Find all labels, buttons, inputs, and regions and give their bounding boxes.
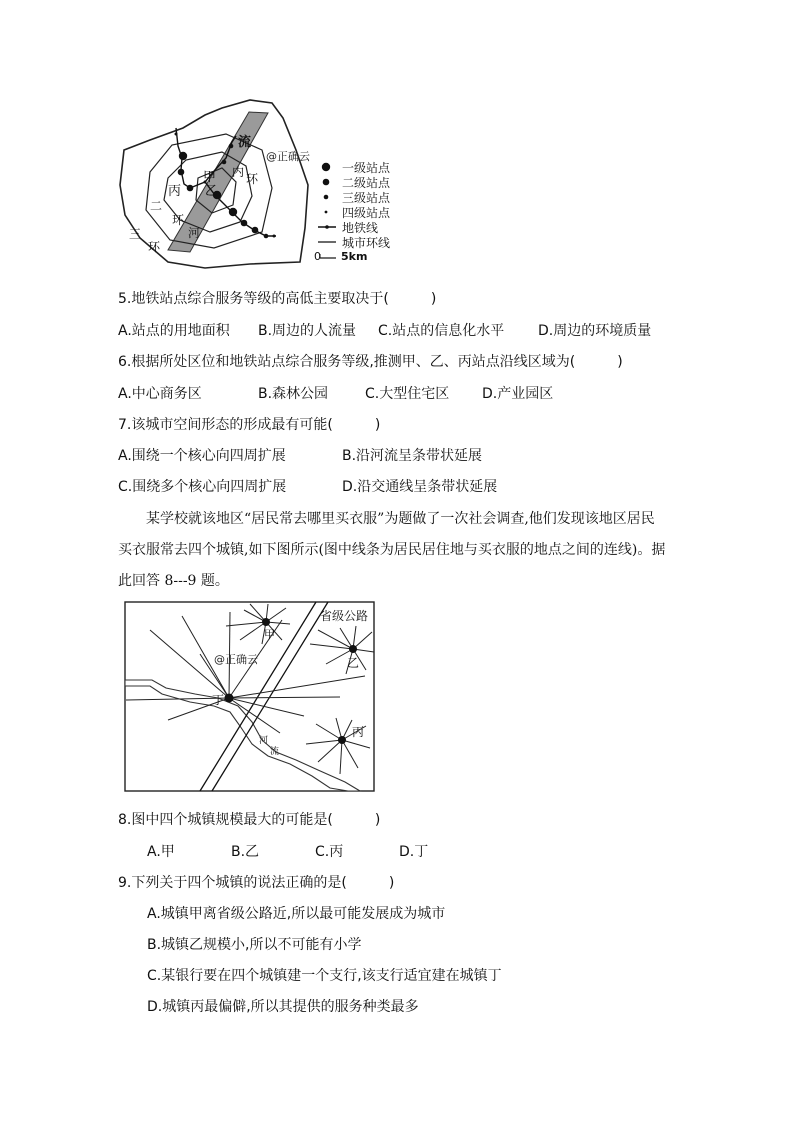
scale-zero: 0 — [314, 250, 321, 263]
town-label-bing: 丙 — [352, 725, 365, 739]
intro-line-1: 某学校就该地区“居民常去哪里买衣服”为题做了一次社会调查,他们发现该地区居民 — [146, 511, 655, 527]
question-7-stem: 7.该城市空间形态的形成最有可能( ) — [118, 417, 381, 433]
question-5-option-d[interactable]: D.周边的环境质量 — [538, 323, 652, 339]
station-level3 — [222, 160, 227, 165]
question-5-stem: 5.地铁站点综合服务等级的高低主要取决于( ) — [118, 291, 437, 307]
question-6-stem: 6.根据所处区位和地铁站点综合服务等级,推测甲、乙、丙站点沿线区域为( ) — [118, 354, 623, 370]
question-9-option-c[interactable]: C.某银行要在四个城镇建一个支行,该支行适宜建在城镇丁 — [147, 968, 502, 984]
question-8-stem: 8.图中四个城镇规模最大的可能是( ) — [118, 812, 381, 828]
town-label-yi: 乙 — [347, 656, 360, 670]
station-level3 — [264, 234, 269, 239]
town-yi — [349, 645, 357, 653]
label-bing: 丙 — [168, 184, 182, 199]
label-liu: 流 — [238, 135, 252, 150]
question-7-option-a[interactable]: A.围绕一个核心向四周扩展 — [118, 448, 286, 464]
question-9-stem: 9.下列关于四个城镇的说法正确的是( ) — [118, 875, 395, 891]
map2-watermark: @正确云 — [214, 653, 258, 666]
river-label-he: 河 — [259, 736, 269, 746]
station-level3 — [229, 144, 234, 149]
question-8-option-a[interactable]: A.甲 — [147, 844, 175, 860]
station-level2 — [187, 185, 194, 192]
legend-ring: 城市环线 — [342, 236, 391, 250]
label-nei: 内 — [232, 165, 245, 179]
legend-level4: 四级站点 — [342, 206, 391, 220]
station-level4 — [175, 133, 178, 136]
station-level1 — [229, 208, 237, 216]
question-6-option-a[interactable]: A.中心商务区 — [118, 386, 202, 402]
legend-level3: 三级站点 — [342, 191, 391, 205]
question-9-option-d[interactable]: D.城镇丙最偏僻,所以其提供的服务种类最多 — [147, 999, 419, 1015]
survey-intro — [118, 504, 688, 597]
legend-level2: 二级站点 — [342, 176, 391, 190]
label-huan-inner: 环 — [246, 172, 259, 186]
scale-label: 5km — [341, 250, 368, 263]
legend-metro: 地铁线 — [342, 221, 379, 235]
question-6-option-d[interactable]: D.产业园区 — [482, 386, 554, 402]
town-ding — [225, 694, 234, 703]
label-huan-outer: 环 — [148, 240, 161, 254]
label-san: 三 — [129, 227, 142, 241]
intro-line-2: 买衣服常去四个城镇,如下图所示(图中线条为居民居住地与买衣服的地点之间的连线)。据 — [118, 542, 666, 558]
question-9-option-a[interactable]: A.城镇甲离省级公路近,所以最可能发展成为城市 — [147, 906, 446, 922]
question-6-option-c[interactable]: C.大型住宅区 — [365, 386, 450, 402]
question-9-option-b[interactable]: B.城镇乙规模小,所以不可能有小学 — [147, 937, 362, 953]
map1-watermark: @正确云 — [266, 150, 310, 163]
label-er: 二 — [150, 199, 163, 213]
label-yi: 乙 — [205, 184, 219, 199]
question-8-option-c[interactable]: C.丙 — [315, 844, 344, 860]
label-he: 河 — [188, 226, 201, 240]
label-jia: 甲 — [203, 170, 217, 185]
legend-level1: 一级站点 — [342, 161, 391, 175]
town-label-ding: 丁 — [212, 693, 225, 707]
question-7-option-c[interactable]: C.围绕多个核心向四周扩展 — [118, 479, 287, 495]
station-level2 — [241, 220, 248, 227]
question-5-option-b[interactable]: B.周边的人流量 — [258, 323, 357, 339]
town-bing — [338, 736, 346, 744]
road-label: 省级公路 — [320, 609, 369, 623]
question-8-option-d[interactable]: D.丁 — [399, 844, 429, 860]
station-level2 — [252, 227, 259, 234]
question-5-option-a[interactable]: A.站点的用地面积 — [118, 323, 230, 339]
intro-line-3: 此回答 8---9 题。 — [118, 573, 229, 589]
question-8-option-b[interactable]: B.乙 — [231, 844, 260, 860]
river-label-liu: 流 — [270, 747, 280, 757]
metro-map — [118, 95, 418, 273]
station-level2 — [178, 169, 185, 176]
town-map — [124, 601, 376, 793]
question-5-option-c[interactable]: C.站点的信息化水平 — [378, 323, 505, 339]
question-6-option-b[interactable]: B.森林公园 — [258, 386, 329, 402]
question-7-option-b[interactable]: B.沿河流呈条带状延展 — [342, 448, 483, 464]
town-jia — [262, 618, 270, 626]
station-level4 — [273, 235, 276, 238]
label-huan-mid: 环 — [172, 213, 185, 227]
town-label-jia: 甲 — [264, 628, 275, 641]
station-level1 — [179, 152, 187, 160]
question-7-option-d[interactable]: D.沿交通线呈条带状延展 — [342, 479, 498, 495]
